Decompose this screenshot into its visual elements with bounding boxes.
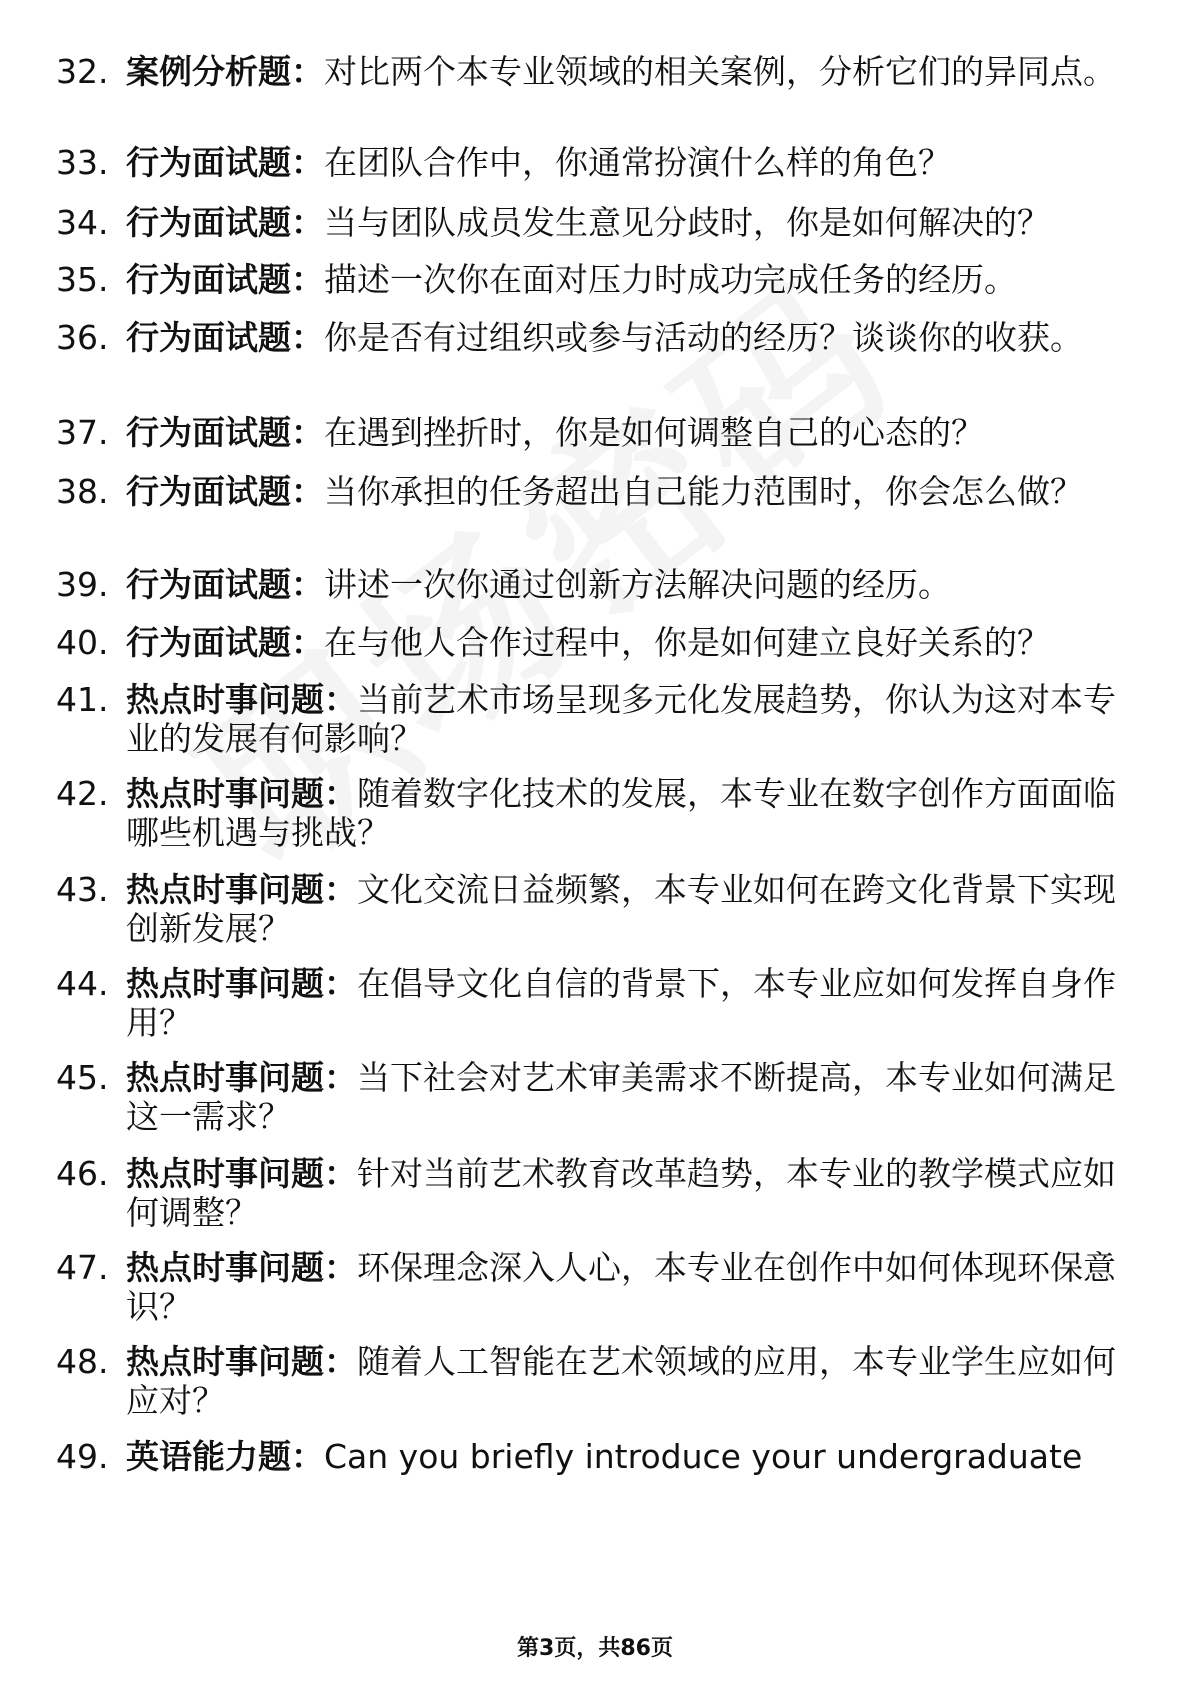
question-text: 文化交流日益频繁，本专业如何在跨文化背景下实现创新发展？ bbox=[126, 870, 1116, 948]
question-text: 环保理念深入人心，本专业在创作中如何体现环保意识？ bbox=[126, 1248, 1116, 1326]
question-number: 37. bbox=[56, 413, 109, 452]
question-text: Can you briefly introduce your undergraduate bbox=[324, 1437, 1083, 1476]
question-category: 热点时事问题： bbox=[126, 774, 357, 813]
question-text: 当下社会对艺术审美需求不断提高，本专业如何满足这一需求？ bbox=[126, 1058, 1116, 1136]
question-text: 在团队合作中，你通常扮演什么样的角色？ bbox=[324, 143, 951, 182]
question-category: 行为面试题： bbox=[126, 472, 324, 511]
page-footer: 第3页，共86页 bbox=[517, 1636, 673, 1661]
question-category: 热点时事问题： bbox=[126, 1154, 357, 1193]
question-category: 案例分析题： bbox=[126, 52, 324, 91]
question-category: 热点时事问题： bbox=[126, 870, 357, 909]
question-category: 行为面试题： bbox=[126, 565, 324, 604]
question-category: 热点时事问题： bbox=[126, 1342, 357, 1381]
question-number: 39. bbox=[56, 565, 109, 604]
question-category: 行为面试题： bbox=[126, 413, 324, 452]
question-text: 当与团队成员发生意见分歧时，你是如何解决的？ bbox=[324, 203, 1050, 242]
question-category: 热点时事问题： bbox=[126, 680, 357, 719]
question-text: 当前艺术市场呈现多元化发展趋势，你认为这对本专业的发展有何影响？ bbox=[126, 680, 1116, 758]
question-category: 行为面试题： bbox=[126, 260, 324, 299]
question-number: 41. bbox=[56, 680, 109, 719]
question-text: 随着人工智能在艺术领域的应用，本专业学生应如何应对？ bbox=[126, 1342, 1116, 1420]
question-text: 你是否有过组织或参与活动的经历？谈谈你的收获。 bbox=[324, 318, 1083, 357]
question-text: 在倡导文化自信的背景下，本专业应如何发挥自身作用？ bbox=[126, 964, 1116, 1042]
question-number: 32. bbox=[56, 52, 109, 91]
question-number: 38. bbox=[56, 472, 109, 511]
question-number: 36. bbox=[56, 318, 109, 357]
question-number: 45. bbox=[56, 1058, 109, 1097]
question-category: 行为面试题： bbox=[126, 623, 324, 662]
question-text: 针对当前艺术教育改革趋势，本专业的教学模式应如何调整？ bbox=[126, 1154, 1116, 1232]
question-category: 行为面试题： bbox=[126, 203, 324, 242]
question-number: 33. bbox=[56, 143, 109, 182]
question-text: 当你承担的任务超出自己能力范围时，你会怎么做？ bbox=[324, 472, 1083, 511]
question-number: 35. bbox=[56, 260, 109, 299]
question-number: 47. bbox=[56, 1248, 109, 1287]
question-number: 46. bbox=[56, 1154, 109, 1193]
question-category: 行为面试题： bbox=[126, 143, 324, 182]
question-number: 44. bbox=[56, 964, 109, 1003]
question-text: 随着数字化技术的发展，本专业在数字创作方面面临哪些机遇与挑战？ bbox=[126, 774, 1116, 852]
question-text: 讲述一次你通过创新方法解决问题的经历。 bbox=[324, 565, 951, 604]
question-text: 在与他人合作过程中，你是如何建立良好关系的？ bbox=[324, 623, 1050, 662]
question-category: 热点时事问题： bbox=[126, 1248, 357, 1287]
question-category: 行为面试题： bbox=[126, 318, 324, 357]
question-category: 英语能力题： bbox=[126, 1437, 324, 1476]
question-category: 热点时事问题： bbox=[126, 1058, 357, 1097]
question-number: 48. bbox=[56, 1342, 109, 1381]
question-number: 40. bbox=[56, 623, 109, 662]
question-number: 49. bbox=[56, 1437, 109, 1476]
question-text: 对比两个本专业领域的相关案例，分析它们的异同点。 bbox=[324, 52, 1116, 91]
question-number: 34. bbox=[56, 203, 109, 242]
question-number: 42. bbox=[56, 774, 109, 813]
question-number: 43. bbox=[56, 870, 109, 909]
question-category: 热点时事问题： bbox=[126, 964, 357, 1003]
question-text: 在遇到挫折时，你是如何调整自己的心态的？ bbox=[324, 413, 984, 452]
question-text: 描述一次你在面对压力时成功完成任务的经历。 bbox=[324, 260, 1017, 299]
